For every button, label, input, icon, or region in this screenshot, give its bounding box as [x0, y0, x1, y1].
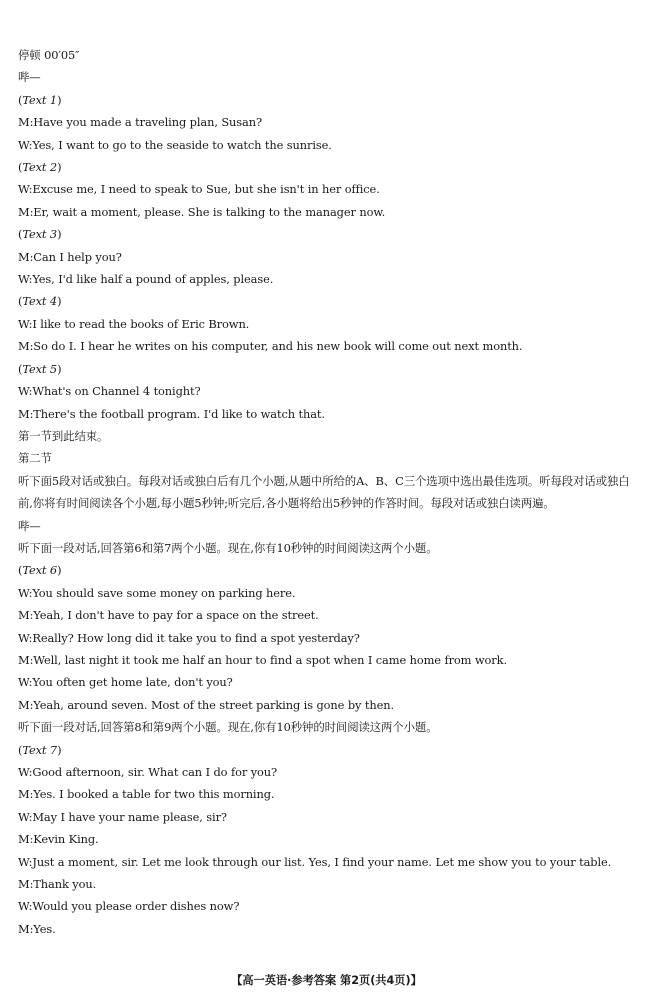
dialogue-line: W:Really? How long did it take you to find a spot yesterday? [18, 630, 360, 645]
text-heading: (Text 4) [18, 294, 62, 309]
dialogue-line: M:Have you made a traveling plan, Susan? [18, 115, 262, 130]
section-end-line: 第一节到此结束。 [18, 428, 109, 443]
dialogue-line: M:Yeah, around seven. Most of the street parking is gone by then. [18, 697, 394, 712]
instruction-paragraph: 听下面5段对话或独白。每段对话或独白后有几个小题,从题中所给的A、B、C三个选项中选出最佳选项。听每段对话或独白前,你将有时间阅读各个小题,每小题5秒钟;听完后,各小题将给出5秒钟的作答时间。每段对话或独白读两遍。 [18, 473, 630, 511]
dialogue-line: M:Yeah, I don't have to pay for a space on the street. [18, 608, 319, 623]
text-heading: (Text 7) [18, 742, 62, 757]
pause-line: 停顿 00′05″ [18, 48, 80, 62]
dialogue-line: W:Good afternoon, sir. What can I do for you? [18, 765, 278, 779]
dialogue-line: M:Yes. [18, 921, 56, 936]
section-heading: 第二节 [18, 451, 52, 466]
page-footer: 【高一英语·参考答案 第2页(共4页)】 [231, 974, 422, 987]
dialogue-line: W:May I have your name please, sir? [18, 809, 227, 824]
dialogue-line: M:There's the football program. I'd like to watch that. [18, 406, 325, 421]
dialogue-line: M:Yes. I booked a table for two this morning. [18, 787, 275, 802]
text-heading: (Text 6) [18, 563, 62, 578]
text-heading: (Text 2) [18, 160, 62, 175]
dialogue-line: M:So do I. I hear he writes on his computer, and his new book will come out next month. [18, 339, 523, 354]
dialogue-line: W:You often get home late, don't you? [18, 675, 233, 690]
text-heading: (Text 1) [18, 92, 62, 107]
dialogue-line: M:Can I help you? [18, 249, 122, 264]
dialogue-line: W:Would you please order dishes now? [18, 899, 240, 914]
dialogue-line: W:Just a moment, sir. Let me look through our list. Yes, I find your name. Let me show you to your table. [18, 854, 612, 869]
dialogue-line: W:I like to read the books of Eric Brown. [18, 316, 250, 331]
dialogue-line: W:Yes, I'd like half a pound of apples, please. [18, 272, 274, 287]
dialogue-line: W:You should save some money on parking here. [18, 585, 296, 600]
dialogue-line: W:Yes, I want to go to the seaside to watch the sunrise. [18, 137, 332, 152]
instruction-line: 听下面一段对话,回答第6和第7两个小题。现在,你有10秒钟的时间阅读这两个小题。 [18, 540, 438, 555]
dialogue-line: M:Kevin King. [18, 832, 99, 847]
text-heading: (Text 5) [18, 361, 62, 376]
beep-line: 哔— [18, 518, 41, 533]
instruction-line: 听下面一段对话,回答第8和第9两个小题。现在,你有10秒钟的时间阅读这两个小题。 [18, 720, 438, 735]
text-heading: (Text 3) [18, 227, 62, 242]
beep-line: 哔— [18, 70, 41, 85]
dialogue-line: M:Er, wait a moment, please. She is talking to the manager now. [18, 204, 386, 219]
dialogue-line: W:Excuse me, I need to speak to Sue, but she isn't in her office. [18, 182, 380, 197]
answer-document [18, 44, 643, 940]
dialogue-line: M:Well, last night it took me half an hour to find a spot when I came home from work. [18, 652, 507, 667]
dialogue-line: W:What's on Channel 4 tonight? [18, 384, 201, 399]
dialogue-line: M:Thank you. [18, 877, 97, 892]
